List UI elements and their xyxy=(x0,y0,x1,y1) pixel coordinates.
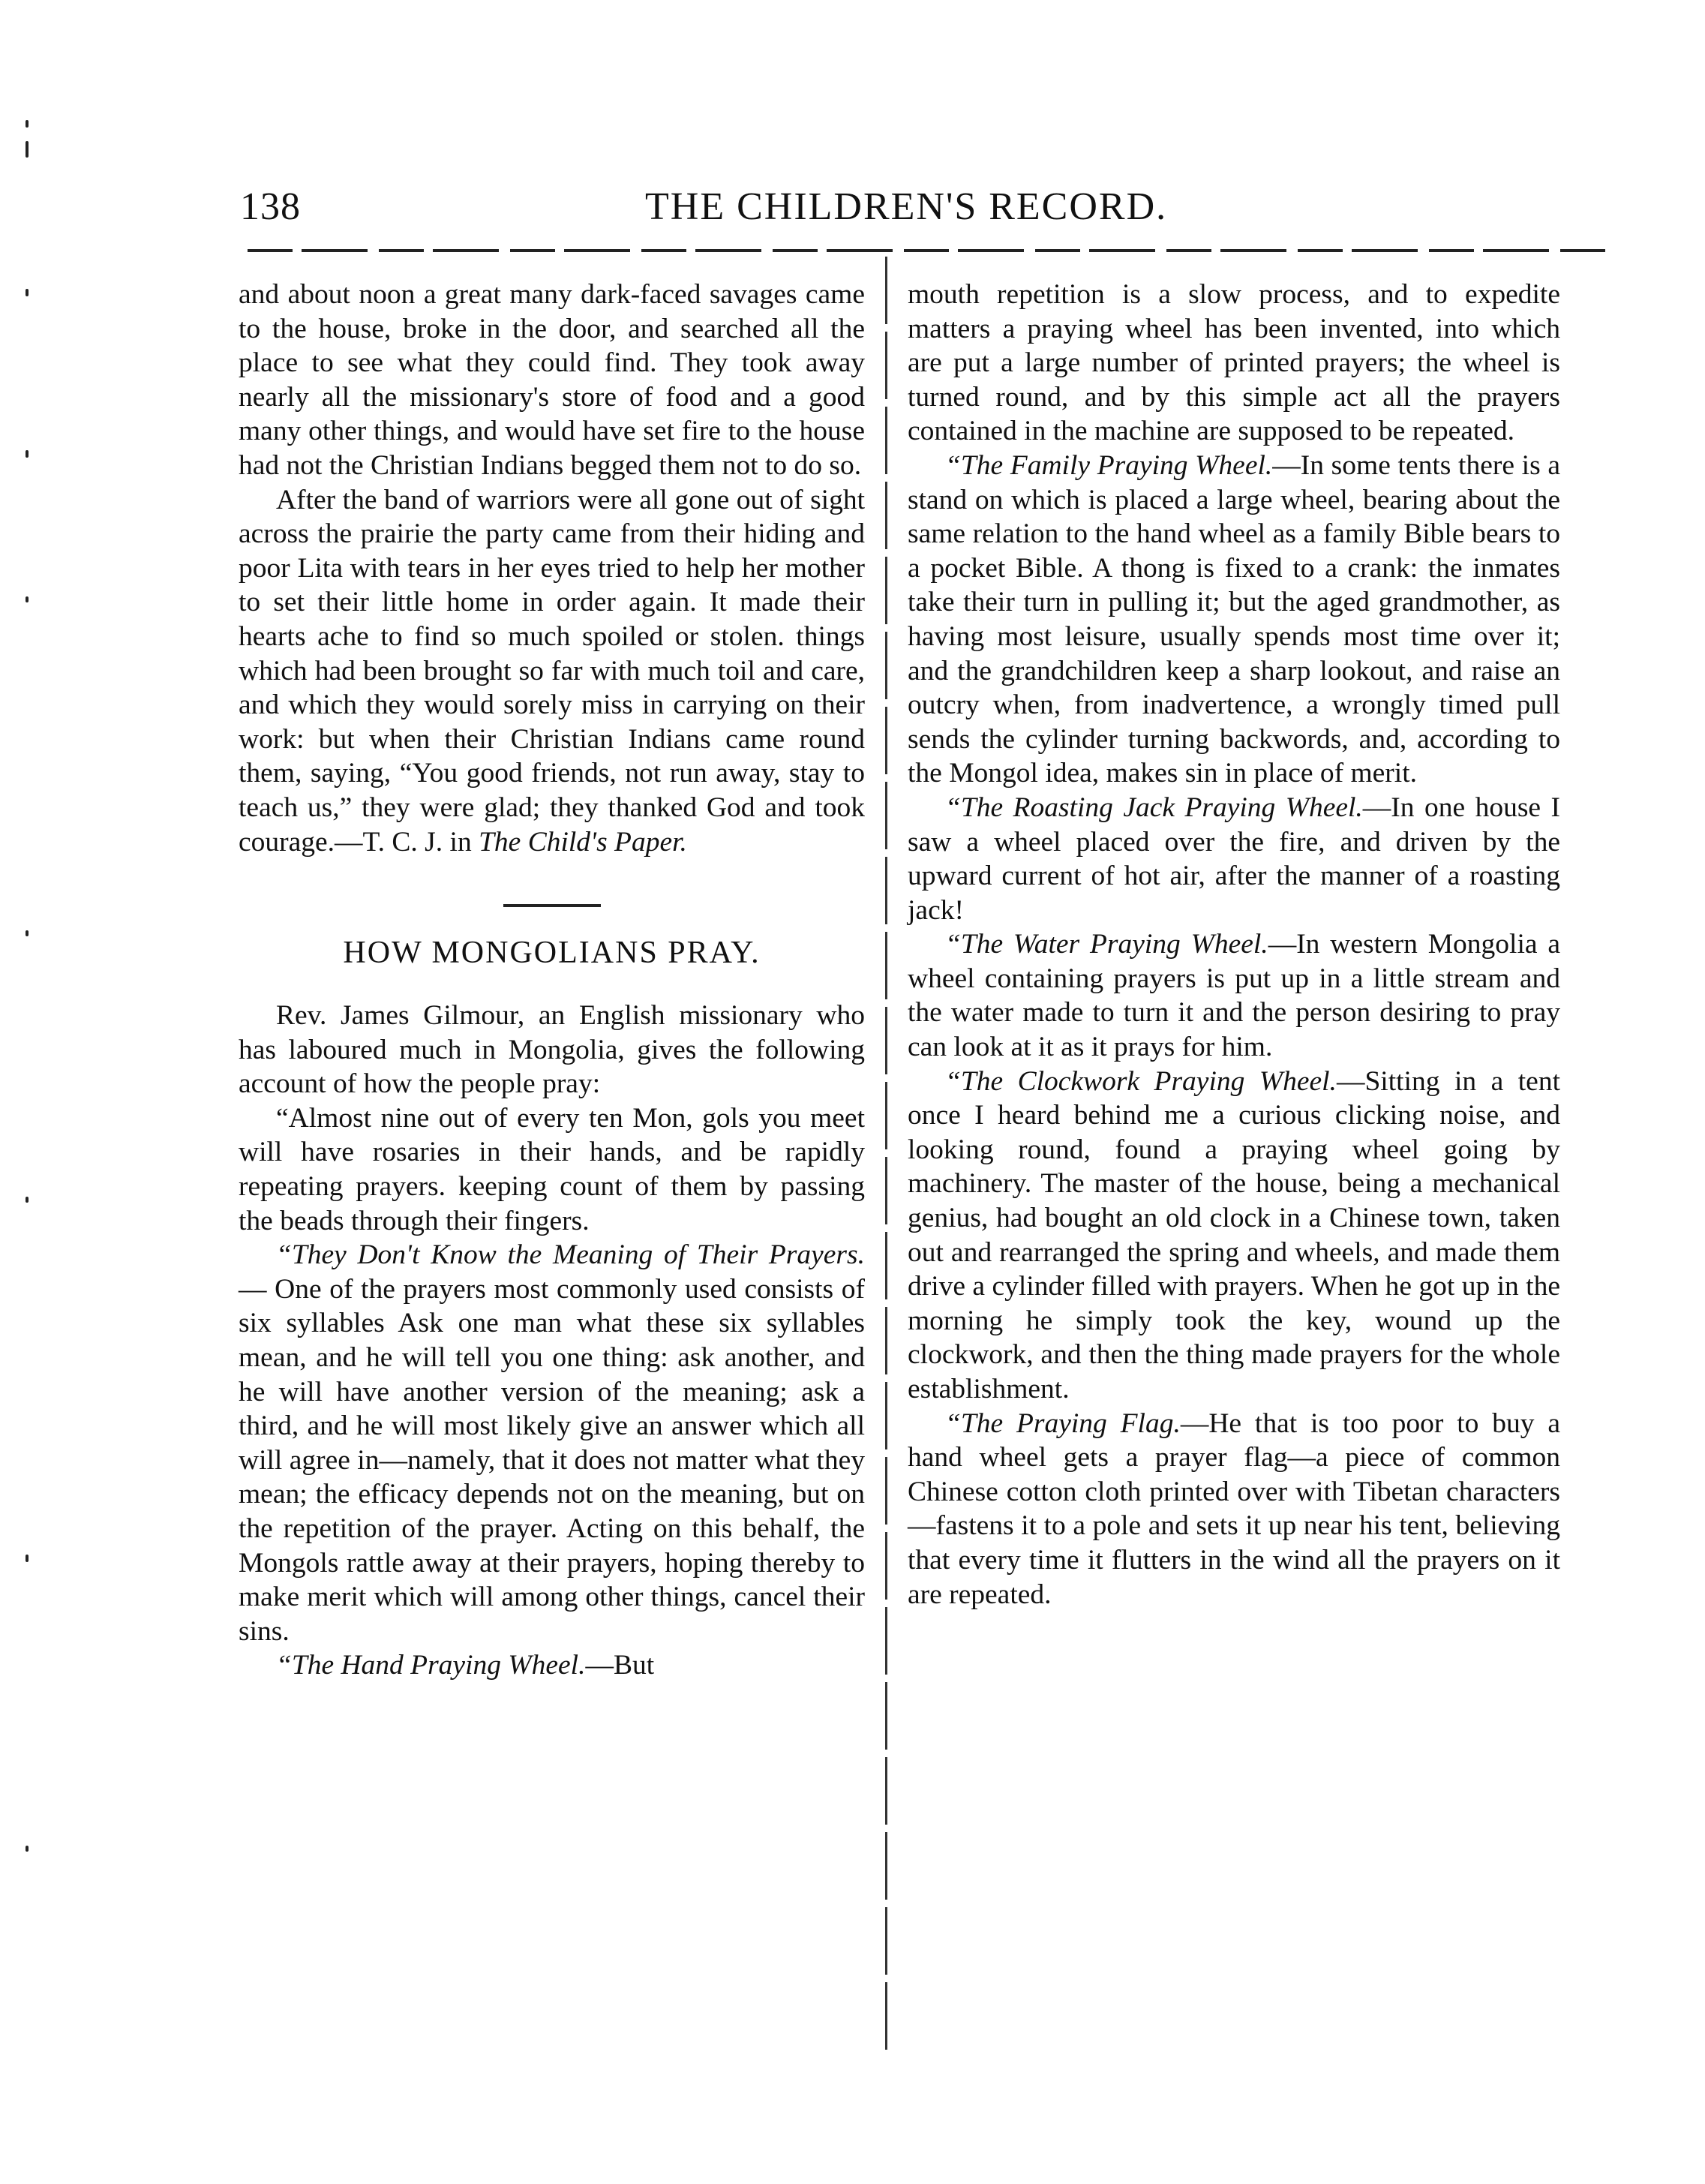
running-title: THE CHILDREN'S RECORD. xyxy=(645,185,1168,228)
paragraph-text: —In western Mongolia a wheel containing prayers is put up in a little stream and the water made to turn it and the person desiring to pray can look at it as it prays for him. xyxy=(908,929,1560,1063)
paragraph-heading: “The Hand Praying Wheel. xyxy=(276,1650,586,1681)
section-rule xyxy=(503,904,601,907)
margin-mark xyxy=(26,596,29,602)
paragraph xyxy=(908,1407,1560,1612)
left-column xyxy=(239,278,865,1683)
header-rule xyxy=(248,249,1613,252)
paragraph: mouth repetition is a slow process, and to expedite matters a praying wheel has been invented, into which are put a large number of printed prayers; the wheel is turned round, and by this simple act all the prayers contained in the machine are supposed to be repeated. xyxy=(908,279,1560,447)
paragraph-text: After the band of warriors were all gone out of sight across the prairie the party came from their hiding and poor Lita with tears in her eyes tried to help her mother to set their little home in order again. It made their hearts ache to find so much spoiled or stolen. things which had been brought so far with much toil and care, and which they would sorely miss in carrying on their work: but when their Christian Indians came round them, saying, “You good friends, not run away, stay to teach us,” they were glad; they thanked God and took courage.—T. C. J. in xyxy=(239,484,865,858)
paragraph-heading: “The Praying Flag. xyxy=(945,1407,1181,1439)
margin-mark xyxy=(26,930,29,936)
paragraph xyxy=(239,483,865,860)
margin-mark xyxy=(26,1197,29,1203)
paragraph xyxy=(908,791,1560,927)
margin-mark xyxy=(26,141,29,158)
paragraph-text: —Sitting in a tent once I heard behind me a curious clicking noise, and looking round, found a praying wheel going by machinery. The master of the house, being a mechanical genius, had bought an old clock in a Chinese town, taken out and rearranged the spring and wheels, and made them drive a cylinder filled with prayers. When he got up in the morning he simply took the key, wound up the clockwork, and then the thing made prayers for the whole establishment. xyxy=(908,1065,1560,1404)
paragraph xyxy=(908,1065,1560,1407)
margin-mark xyxy=(26,289,29,296)
paragraph-heading: “They Don't Know the Meaning of Their Prayers. xyxy=(276,1239,865,1271)
paragraph xyxy=(239,1648,865,1683)
paragraph: and about noon a great many dark-faced savages came to the house, broke in the door, and searched all the place to see what they could find. They took away nearly all the missionary's store of food and a good many other things, and would have set fire to the house had not the Christian Indians begged them not to do so. xyxy=(239,279,865,481)
paragraph: “Almost nine out of every ten Mon, gols you meet will have rosaries in their hands, and be rapidly repeating prayers. keeping count of them by passing the beads through their fingers. xyxy=(239,1102,865,1236)
paragraph xyxy=(908,449,1560,791)
source-citation: The Child's Paper. xyxy=(479,826,687,858)
paragraph-heading: “The Water Praying Wheel. xyxy=(945,929,1268,960)
section-title: HOW MONGOLIANS PRAY. xyxy=(343,936,761,971)
paragraph-text: —But xyxy=(585,1650,655,1681)
paragraph-heading: “The Clockwork Praying Wheel. xyxy=(945,1065,1337,1097)
margin-mark xyxy=(26,1846,29,1852)
margin-mark xyxy=(26,1555,29,1562)
paragraph-text: —In some tents there is a stand on which is placed a large wheel, bearing about the same relation to the hand wheel as a family Bible bears to a pocket Bible. A thong is fixed to a crank: the inmates take their turn in pulling it; but the aged grandmother, as having most leisure, usually spends most time over it; and the grandchildren keep a sharp lookout, and raise an outcry when, from inadvertence, a wrongly timed pull sends the cylinder turning backwords, and, according to the Mongol idea, makes sin in place of merit. xyxy=(908,449,1560,789)
paragraph: Rev. James Gilmour, an English missionary who has laboured much in Mongolia, gives the following account of how the people pray: xyxy=(239,1000,865,1100)
paragraph-text: — One of the prayers most commonly used consists of six syllables Ask one man what these six syllables mean, and he will tell you one thing: ask another, and he will have another version of the meaning; ask a third, and he will most likely give an answer which all will agree in—namely, that it does not matter what they mean; the efficacy depends not on the meaning, but on the repetition of the prayer. Acting on this behalf, the Mongols rattle away at their prayers, hoping thereby to make merit which will among other things, cancel their sins. xyxy=(239,1273,865,1647)
page-header xyxy=(240,180,1613,233)
column-divider xyxy=(885,257,887,2050)
paragraph-text: —In one house I saw a wheel placed over the fire, and driven by the upward current of hot air, after the manner of a roasting jack! xyxy=(908,792,1560,926)
paragraph xyxy=(239,1238,865,1648)
right-column xyxy=(908,278,1560,1612)
margin-mark xyxy=(26,120,29,128)
paragraph-text: —He that is too poor to buy a hand wheel gets a prayer flag—a piece of common Chinese cotton cloth printed over with Tibetan characters—fastens it to a pole and sets it up near his tent, believing that every time it flutters in the wind all the prayers on it are repeated. xyxy=(908,1407,1560,1610)
paragraph-heading: “The Family Praying Wheel. xyxy=(945,449,1273,481)
paragraph xyxy=(908,927,1560,1064)
page-number: 138 xyxy=(240,185,301,228)
paragraph-heading: “The Roasting Jack Praying Wheel. xyxy=(945,792,1363,823)
margin-mark xyxy=(26,450,29,458)
